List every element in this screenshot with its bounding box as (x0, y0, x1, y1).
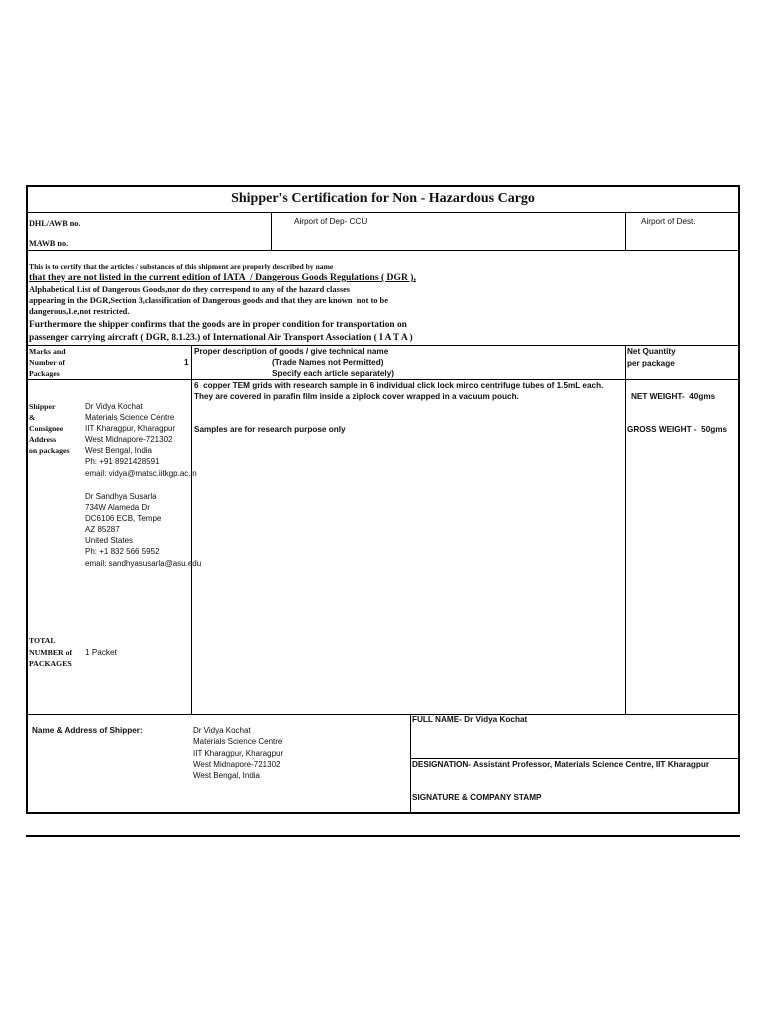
page-title: Shipper's Certification for Non - Hazardous Cargo (231, 191, 535, 206)
marks-value: 1 (184, 358, 189, 367)
trade-names-note: (Trade Names not Permitted) (272, 358, 384, 367)
divider (625, 212, 626, 250)
divider (26, 250, 740, 251)
signature-stamp-label: SIGNATURE & COMPANY STAMP (412, 793, 542, 802)
divider (410, 714, 411, 814)
goods-purpose: Samples are for research purpose only (194, 425, 346, 434)
total-packages-value: 1 Packet (85, 648, 117, 657)
shipper-name-address-label: Name & Address of Shipper: (32, 726, 143, 735)
footer-shipper-address: Dr Vidya Kochat Materials Science Centre IIT Kharagpur, Kharagpur West Midnapore-721302 West Bengal, India (193, 726, 284, 781)
divider (26, 212, 740, 213)
certification-line-2: that they are not listed in the current edition of IATA / Dangerous Goods Regulations ( DGR ), (29, 272, 416, 283)
airport-of-destination: Airport of Dest. (641, 217, 696, 226)
shipper-consignee-label: Shipper & Consignee Address on packages (29, 402, 70, 456)
total-packages-label: TOTAL NUMBER of PACKAGES (29, 636, 73, 668)
description-label: Proper description of goods / give technical name (194, 347, 389, 356)
net-quantity-label: Net Quantity per package (627, 347, 676, 368)
goods-description-line-1: 6 copper TEM grids with research sample in 6 individual click lock mirco centrifuge tubes of 1.5mL each. (194, 381, 604, 390)
marks-and-number-label: Marks and Number of Packages (29, 347, 66, 379)
bottom-rule (26, 835, 740, 837)
gross-weight: GROSS WEIGHT - 50gms (627, 425, 728, 434)
dhl-awb-label: DHL/AWB no. (29, 219, 81, 228)
consignee-address: Dr Sandhya Susarla 734W Alameda Dr DC6106 ECB, Tempe AZ 85287 United States Ph: +1 832 566 5952 email: sandhyasusarla@asu.edu (85, 492, 202, 568)
divider (26, 714, 740, 715)
full-name: FULL NAME- Dr Vidya Kochat (412, 715, 528, 724)
certification-line-7: passenger carrying aircraft ( DGR, 8.1.23.) of International Air Transport Association ( I A T A ) (29, 333, 413, 343)
certification-line-5: dangerous,I.e,not restricted. (29, 307, 130, 316)
divider (271, 212, 272, 250)
airport-of-departure: Airport of Dep- CCU (294, 217, 368, 226)
shipper-address: Dr Vidya Kochat Materials Science Centre IIT Kharagpur, Kharagpur West Midnapore-721302 West Bengal, India Ph: +91 8921428591 email: vidya@matsc.iitkgp.ac.in (85, 402, 197, 478)
certification-line-1: This is to certify that the articles / substances of this shipment are properly described by name (29, 262, 334, 271)
certification-line-6: Furthermore the shipper confirms that the goods are in proper condition for transportation on (29, 320, 407, 330)
net-weight: NET WEIGHT- 40gms (631, 392, 716, 401)
divider (625, 345, 626, 714)
specify-article-note: Specify each article separately) (272, 369, 394, 378)
certification-line-3: Alphabetical List of Dangerous Goods,nor do they correspond to any of the hazard classes (29, 285, 351, 294)
goods-description-line-2: They are covered in parafin film inside a ziplock cover wrapped in a vacuum pouch. (194, 392, 519, 401)
designation: DESIGNATION- Assistant Professor, Materials Science Centre, IIT Kharagpur (412, 760, 710, 769)
certification-line-4: appearing in the DGR,Section 3,classification of Dangerous goods and that they are known not to be (29, 296, 388, 305)
mawb-label: MAWB no. (29, 239, 69, 248)
